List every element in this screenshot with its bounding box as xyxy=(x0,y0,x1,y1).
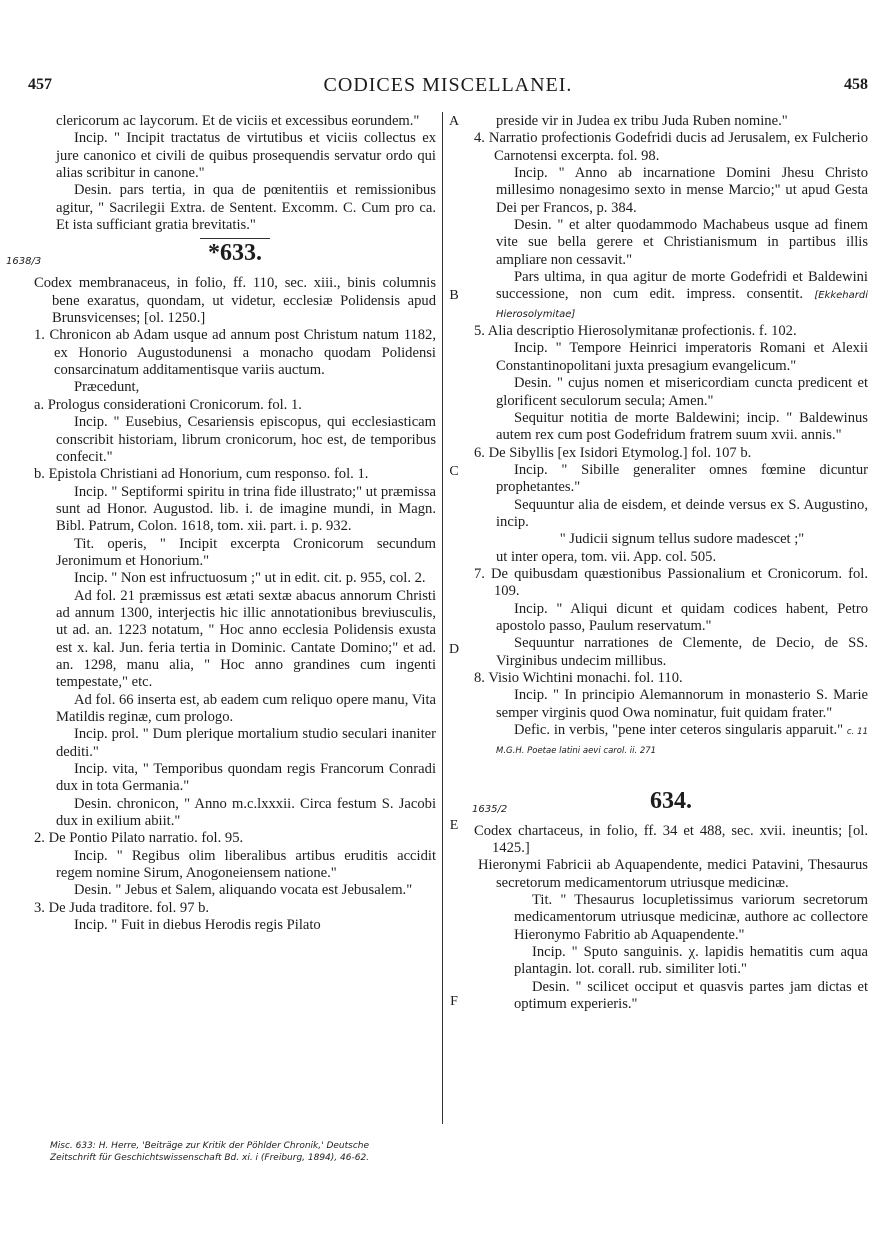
margin-letter-f: F xyxy=(450,994,458,1009)
shelfmark-annotation: 1635/2 xyxy=(472,803,508,815)
margin-letter-c: C xyxy=(449,464,459,479)
margin-letter-e: E xyxy=(449,818,459,833)
item-6-incipit: Incip. " Sibille generaliter omnes fœmine dicuntur prophetantes." xyxy=(496,461,868,496)
item-b-incipit: Incip. " Septiformi spiritu in trina fide illustrato;" ut præmissa sunt ad Honor. Augustod. lib. i. de imagine mundi, in Magn. Bibl. Patrum, Colon. 1618, tom. xii. part. i. p. 932. xyxy=(56,483,436,535)
item-5-desinit: Desin. " cujus nomen et misericordiam cuncta predicent et glorificent seculorum secula; Amen." xyxy=(496,375,868,409)
margin-letter-a: A xyxy=(448,114,460,129)
margin-letters xyxy=(443,112,465,1124)
shelfmark-annotation: 1638/3 xyxy=(6,256,42,268)
item-3-incipit: Incip. " Fuit in diebus Herodis regis Pilato xyxy=(74,917,321,934)
item-5-incipit: Incip. " Tempore Heinrici imperatoris Romani et Alexii Constantinopolitani juxta presagium evangelicum." xyxy=(496,340,868,374)
item-2: 2. De Pontio Pilato narratio. fol. 95. xyxy=(34,830,244,847)
item-6-reference: ut inter opera, tom. vii. App. col. 505. xyxy=(496,548,717,565)
item-7: 7. De quibusdam quæstionibus Passionalium et Cronicorum. fol. 109. xyxy=(474,565,868,600)
continuation-text: preside vir in Judea ex tribu Juda Ruben nomine." xyxy=(496,113,788,129)
page-number-right: 458 xyxy=(844,76,868,93)
item-5-sequitur: Sequitur notitia de morte Baldewini; incip. " Baldewinus autem rex cum post Godefridum fratrem suum xvii. annis." xyxy=(496,409,868,444)
codex-634-incipit: Incip. " Sputo sanguinis. χ. lapidis hematitis cum aqua plantagin. lot. corall. rub. similiter loti." xyxy=(514,944,868,978)
incipit-text: Incip. " Incipit tractatus de virtutibus et viciis collectus ex jure canonico et civili de quibus prosequendis servatur ordo qui alias scribitur in canone." xyxy=(56,130,436,182)
item-b-title: Tit. operis, " Incipit excerpta Cronicorum secundum Jeronimum et Honorium." xyxy=(56,535,436,569)
codex-633-heading xyxy=(6,239,436,275)
running-title: CODICES MISCELLANEI. xyxy=(323,74,573,96)
codex-634-desinit: Desin. " scilicet occiput et quasvis partes jam dictas et optimum experieris." xyxy=(514,978,868,1013)
item-a-incipit: Incip. " Eusebius, Cesariensis episcopus, qui ecclesiasticam conscribit historiam, librum cronicorum, hoc est, de temporibus confecit." xyxy=(56,414,436,465)
item-b-incipit-2: Incip. " Non est infructuosum ;" ut in edit. cit. p. 955, col. 2. xyxy=(74,570,426,587)
margin-letter-d: D xyxy=(448,642,460,657)
item-4: 4. Narratio profectionis Godefridi ducis ad Jerusalem, ex Fulcherio Carnotensi excerpta. fol. 98. xyxy=(474,130,868,164)
incipit-prologue: Incip. prol. " Dum plerique mortalium studio seculari inaniter dediti." xyxy=(56,726,436,760)
item-8-incipit: Incip. " In principio Alemannorum in monasterio S. Marie semper virginis quod Owa nominatur, fuit quidam frater." xyxy=(496,687,868,721)
codex-number: 634. xyxy=(650,787,692,814)
continuation-text: clericorum ac laycorum. Et de viciis et excessibus eorundem." xyxy=(56,113,420,129)
item-6: 6. De Sibyllis [ex Isidori Etymolog.] fol. 107 b. xyxy=(474,444,752,461)
left-column xyxy=(6,113,436,934)
item-6-sequuntur: Sequuntur alia de eisdem, et deinde versus ex S. Augustino, incip. xyxy=(496,496,868,530)
handwritten-annotation: [Ekkehardi Hierosolymitae] xyxy=(496,290,868,320)
item-7-incipit: Incip. " Aliqui dicunt et quidam codices habent, Petro apostolo passo, Paulum reservatum." xyxy=(496,600,868,634)
note-fol-66: Ad fol. 66 inserta est, ab eadem cum reliquo opere manu, Vita Matildis reginæ, cum prologo. xyxy=(56,691,436,725)
item-8-deficit-text: Defic. in verbis, "pene inter ceteros singularis apparuit." xyxy=(514,722,844,739)
author-title: Hieronymi Fabricii ab Aquapendente, medici Patavini, Thesaurus secretorum medicamentorum utriusque medicinæ. xyxy=(478,857,868,891)
item-4-pars-ultima xyxy=(474,269,868,323)
codex-634-heading xyxy=(474,787,868,823)
codex-number: *633. xyxy=(208,240,262,267)
desinit-text: Desin. pars tertia, in qua de pœnitentiis et remissionibus agitur, " Sacrilegii Extra. de Sentent. Excomm. C. Cum pro ca. Et ista sufficiant gratia brevitatis." xyxy=(56,182,436,234)
item-b: b. Epistola Christiani ad Honorium, cum responso. fol. 1. xyxy=(34,466,369,483)
incipit-vita: Incip. vita, " Temporibus quondam regis Francorum Conradi dux in tota Germania." xyxy=(56,761,436,795)
desinit-chronicon: Desin. chronicon, " Anno m.c.lxxxii. Circa festum S. Jacobi dux in exilium abiit." xyxy=(56,795,436,830)
page-header xyxy=(28,72,868,100)
item-3: 3. De Juda traditore. fol. 97 b. xyxy=(34,899,210,916)
note-fol-21: Ad fol. 21 præmissus est ætati sextæ abacus annorum Christi ad annum 1300, interjectis hic illic annotationibus breviusculis, ut ad. an. 1223 notatum, " Hoc anno ecclesia Polidensis exusta est x. kal. Jun. feria tertia in Dominic. Cantate Domino;" et ad. an. 1298, manu alia, " Hoc anno grandines cum ingenti tempestate," etc. xyxy=(56,587,436,691)
codex-description: Codex membranaceus, in folio, ff. 110, sec. xiii., binis columnis bene exaratus, quondam, ut videtur, ecclesiæ Polidensis apud Brunsvicenses; [ol. 1250.] xyxy=(34,275,436,327)
handwritten-footnote: Misc. 633: H. Herre, 'Beiträge zur Kritik der Pöhlder Chronik,' Deutsche Zeitschrift für Geschichtswissenschaft Bd. xi. i (Freiburg, 1894), 46-62. xyxy=(50,1141,370,1163)
item-6-verse: " Judicii signum tellus sudore madescet ;" xyxy=(559,531,805,548)
item-7-sequuntur: Sequuntur narrationes de Clemente, de Decio, de SS. Virginibus undecim millibus. xyxy=(496,635,868,669)
handwritten-annotation: c. 11 M.G.H. Poetae latini aevi carol. ii. 271 xyxy=(496,727,868,757)
item-a: a. Prologus considerationi Cronicorum. fol. 1. xyxy=(34,396,302,413)
item-4-incipit: Incip. " Anno ab incarnatione Domini Jhesu Christo millesimo nonagesimo sexto in mense Marcio;" ut apud Gesta Dei per Francos, p. 384. xyxy=(496,165,868,216)
item-4-pars-text: Pars ultima, in qua agitur de morte Godefridi et Baldewini successione, non cum edit. impress. consentit. xyxy=(496,269,868,303)
codex-description: Codex chartaceus, in folio, ff. 34 et 488, sec. xvii. ineuntis; [ol. 1425.] xyxy=(474,822,868,857)
page-number-left: 457 xyxy=(28,76,52,93)
item-1: 1. Chronicon ab Adam usque ad annum post Christum natum 1182, ex Honorio Augustodunensi a monacho quodam Polidensi consarcinatum additamentisque variis auctum. xyxy=(34,327,436,379)
item-2-desinit: Desin. " Jebus et Salem, aliquando vocata est Jebusalem." xyxy=(74,882,413,899)
item-4-desinit: Desin. " et alter quodammodo Machabeus usque ad finem vite sue bella gerere et Christianismum in partibus illis ampliare non cessavit." xyxy=(496,217,868,268)
codex-634-title: Tit. " Thesaurus locupletissimus variorum secretorum medicamentorum utriusque medicinæ, authore ac collectore Hieronymo Fabritio ab Aquapendente." xyxy=(514,892,868,943)
margin-letter-b: B xyxy=(449,288,459,303)
item-2-incipit: Incip. " Regibus olim liberalibus artibus eruditis accidit regem nomine Sirum, Anogoneiensem natione." xyxy=(56,847,436,882)
item-8: 8. Visio Wichtini monachi. fol. 110. xyxy=(474,670,683,686)
item-8-deficit xyxy=(474,722,868,761)
item-5: 5. Alia descriptio Hierosolymitanæ profectionis. f. 102. xyxy=(474,323,797,340)
right-column xyxy=(474,113,868,1014)
praecedunt: Præcedunt, xyxy=(74,379,140,396)
